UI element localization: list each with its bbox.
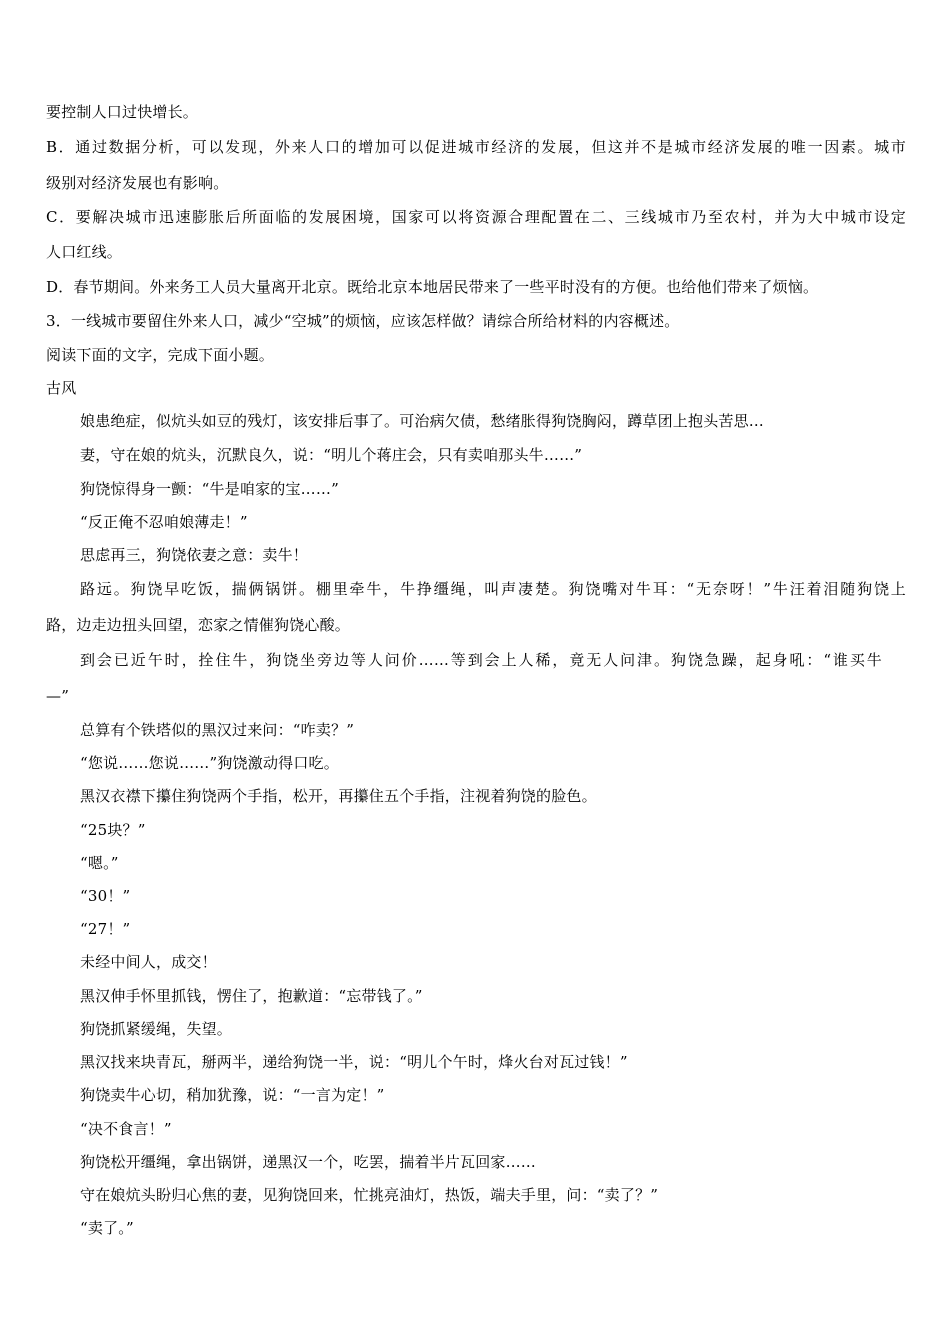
dialogue-line: “25块？” bbox=[80, 821, 146, 839]
reading-instruction: 阅读下面的文字，完成下面小题。 bbox=[46, 346, 275, 364]
dialogue-line: “卖了。” bbox=[80, 1219, 134, 1237]
story-paragraph: “反正俺不忍咱娘薄走！” bbox=[80, 513, 248, 531]
text-line-prev-option-end: 要控制人口过快增长。 bbox=[46, 103, 199, 121]
story-paragraph: 路远。狗饶早吃饭，揣俩锅饼。棚里牵牛，牛挣缰绳，叫声凄楚。狗饶嘴对牛耳：“无奈呀！”牛汪着泪随狗饶上 bbox=[80, 580, 906, 598]
story-paragraph: 狗饶松开缰绳，拿出锅饼，递黑汉一个，吃罢，揣着半片瓦回家…… bbox=[80, 1153, 537, 1171]
story-paragraph: 总算有个铁塔似的黑汉过来问：“咋卖？” bbox=[80, 721, 355, 739]
story-paragraph: 黑汉伸手怀里抓钱，愣住了，抱歉道：“忘带钱了。” bbox=[80, 987, 423, 1005]
option-c-line-1: C．要解决城市迅速膨胀后所面临的发展困境，国家可以将资源合理配置在二、三线城市乃至农村，并为大中城市设定 bbox=[46, 208, 906, 226]
story-paragraph: 守在娘炕头盼归心焦的妻，见狗饶回来，忙挑亮油灯，热饭，端夫手里，问：“卖了？” bbox=[80, 1186, 659, 1204]
story-paragraph: 黑汉找来块青瓦，掰两半，递给狗饶一半，说：“明儿个午时，烽火台对瓦过钱！” bbox=[80, 1053, 628, 1071]
story-paragraph: 未经中间人，成交！ bbox=[80, 953, 217, 971]
story-paragraph: 狗饶惊得身一颤：“牛是咱家的宝……” bbox=[80, 480, 339, 498]
story-paragraph-continued: —” bbox=[46, 687, 70, 705]
story-paragraph: “您说……您说……”狗饶激动得口吃。 bbox=[80, 754, 339, 772]
story-paragraph: 狗饶抓紧缓绳，失望。 bbox=[80, 1020, 233, 1038]
dialogue-line: “30！” bbox=[80, 887, 131, 905]
option-b-line-2: 级别对经济发展也有影响。 bbox=[46, 174, 229, 192]
story-paragraph: 狗饶卖牛心切，稍加犹豫，说：“一言为定！” bbox=[80, 1086, 385, 1104]
dialogue-line: “决不食言！” bbox=[80, 1120, 172, 1138]
dialogue-line: “27！” bbox=[80, 920, 131, 938]
question-3: 3．一线城市要留住外来人口，减少“空城”的烦恼，应该怎样做？请综合所给材料的内容概述。 bbox=[46, 312, 680, 330]
option-c-line-2: 人口红线。 bbox=[46, 243, 123, 261]
dialogue-line: “嗯。” bbox=[80, 854, 119, 872]
option-d: D．春节期间。外来务工人员大量离开北京。既给北京本地居民带来了一些平时没有的方便。也给他们带来了烦恼。 bbox=[46, 278, 819, 296]
story-paragraph-continued: 路，边走边扭头回望，恋家之情催狗饶心酸。 bbox=[46, 616, 351, 634]
story-paragraph: 到会已近午时，拴住牛，狗饶坐旁边等人问价……等到会上人稀，竟无人问津。狗饶急躁，起身吼：“谁买牛 bbox=[80, 651, 882, 669]
story-paragraph: 娘患绝症，似炕头如豆的残灯，该安排后事了。可治病欠债，愁绪胀得狗饶胸闷，蹲草团上抱头苦思… bbox=[80, 412, 765, 430]
story-paragraph: 思虑再三，狗饶依妻之意：卖牛！ bbox=[80, 546, 309, 564]
story-title: 古风 bbox=[46, 379, 77, 397]
story-paragraph: 黑汉衣襟下攥住狗饶两个手指，松开，再攥住五个手指，注视着狗饶的脸色。 bbox=[80, 787, 597, 805]
option-b-line-1: B．通过数据分析，可以发现，外来人口的增加可以促进城市经济的发展，但这并不是城市经济发展的唯一因素。城市 bbox=[46, 138, 906, 156]
story-paragraph: 妻，守在娘的炕头，沉默良久，说：“明儿个蒋庄会，只有卖咱那头牛……” bbox=[80, 446, 583, 464]
